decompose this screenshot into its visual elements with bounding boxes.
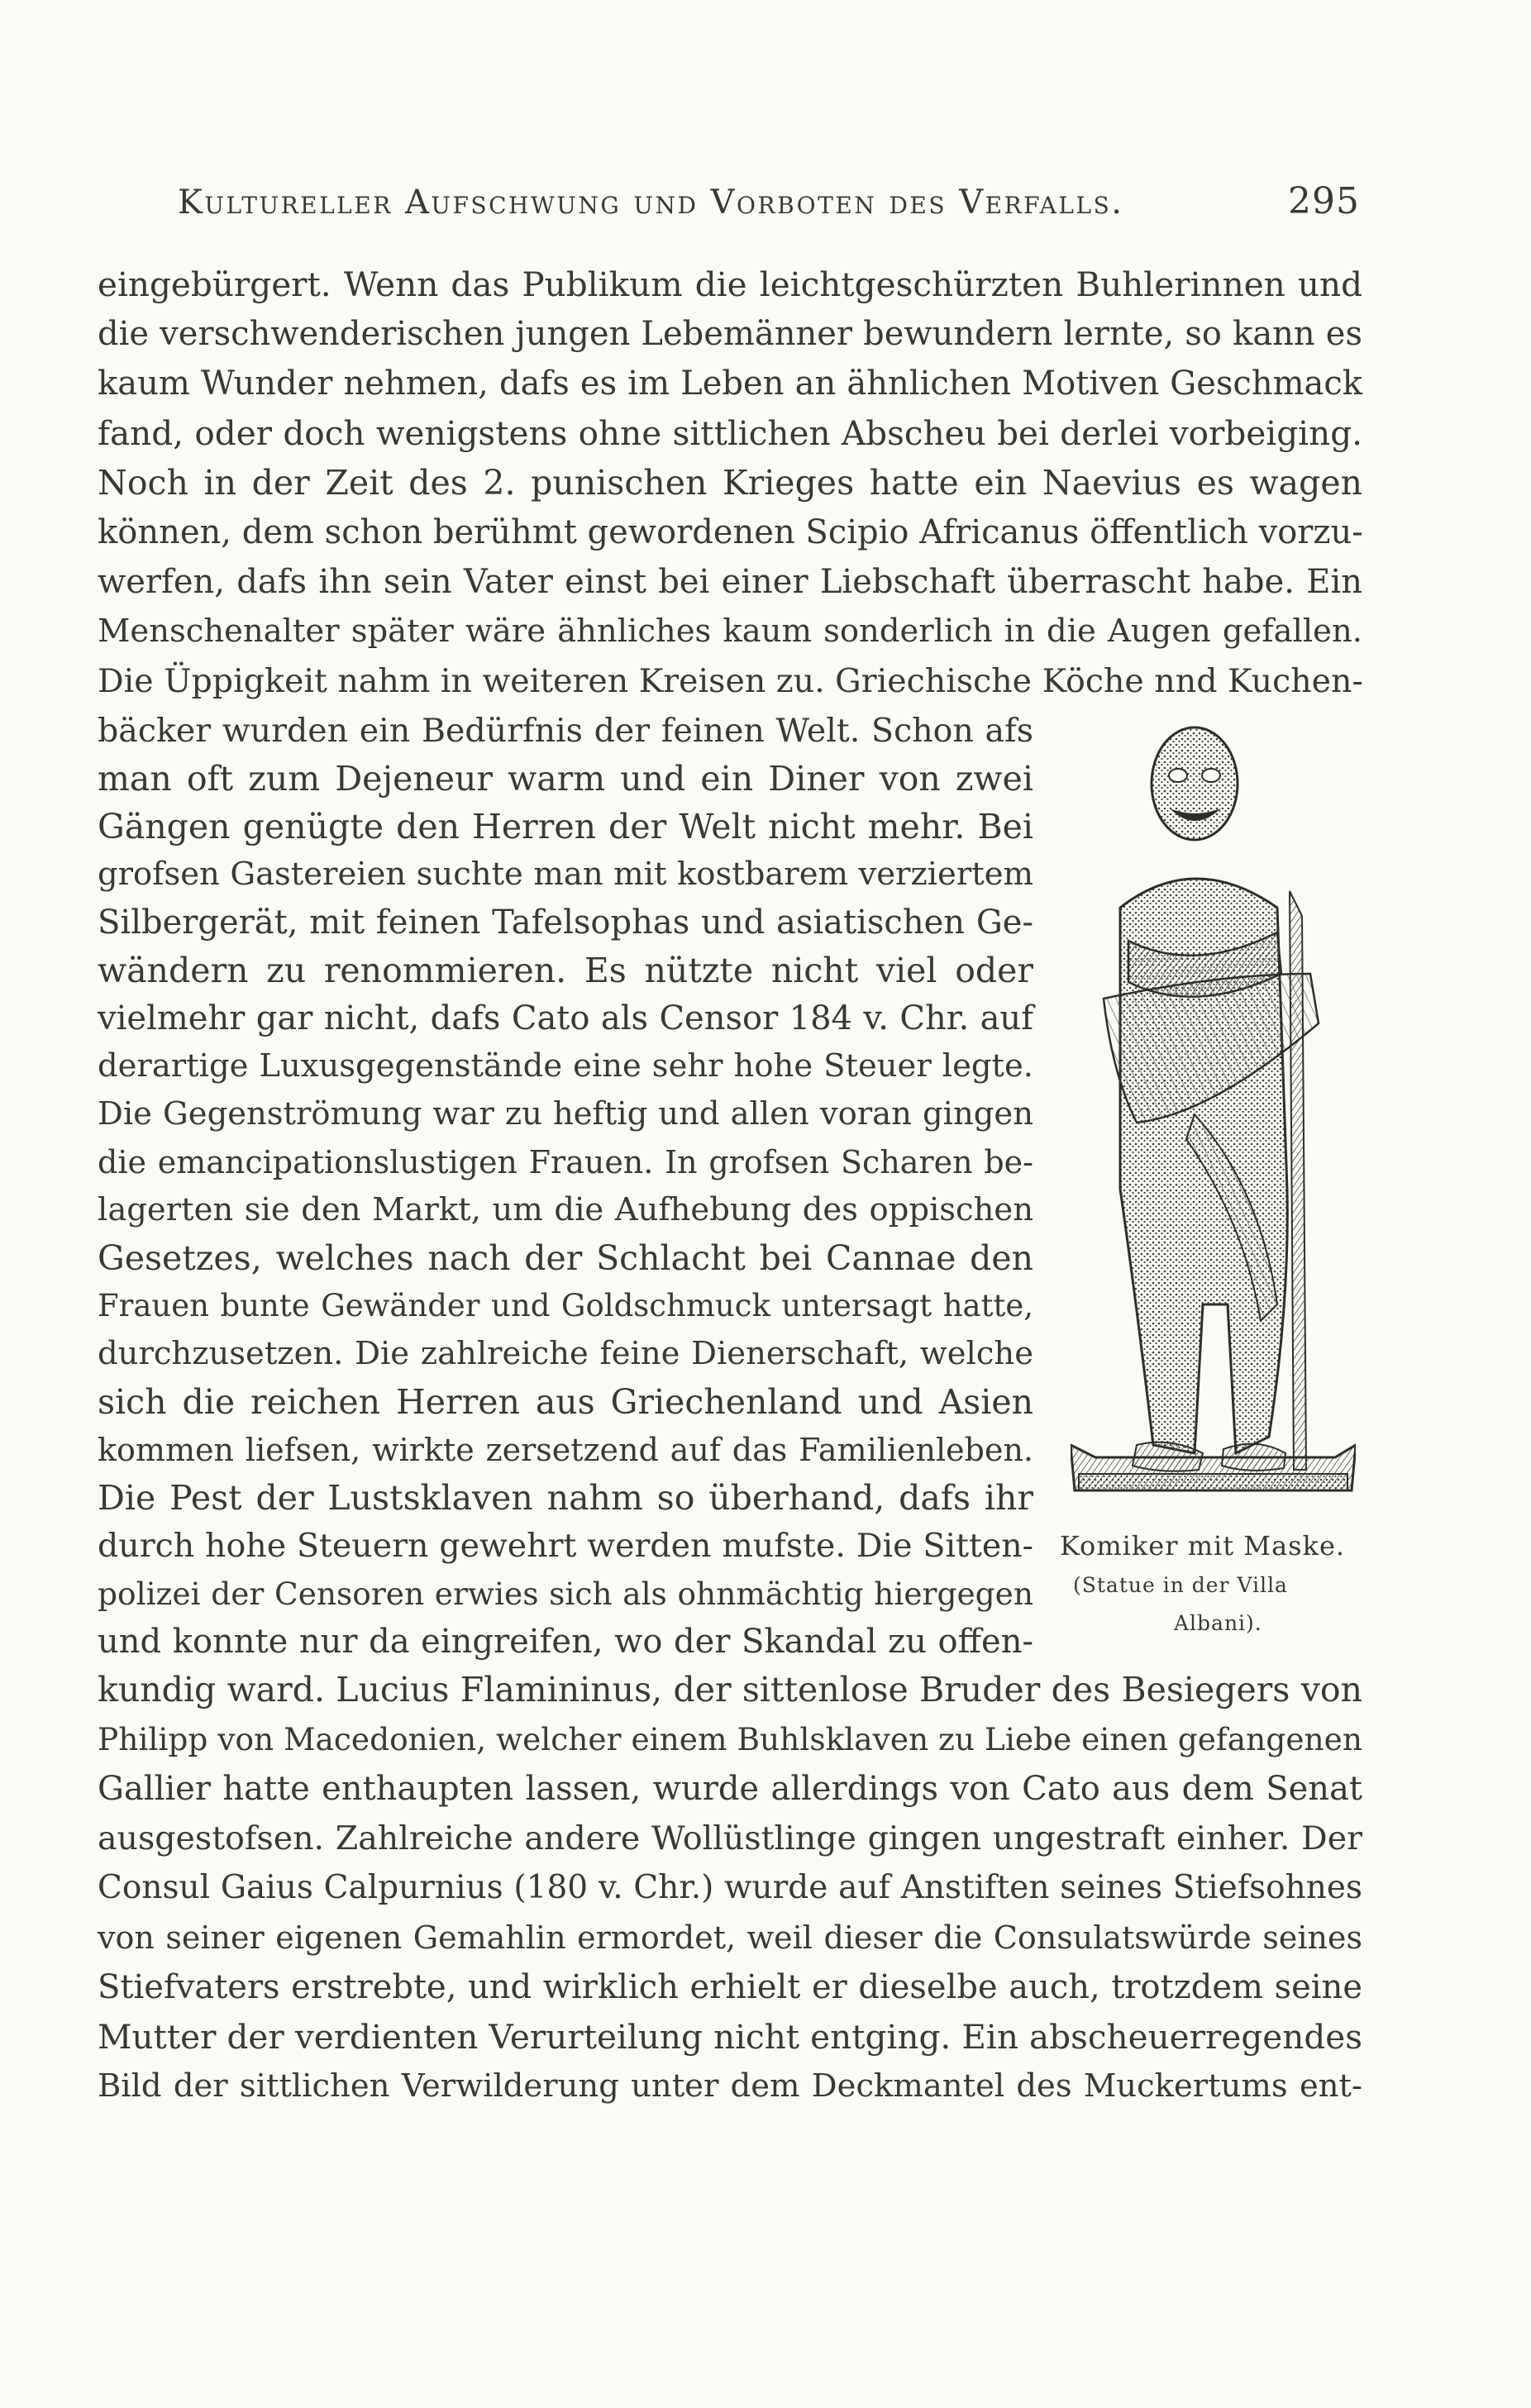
text-line: Frauen bunte Gewänder und Goldschmuck untersagt hatte, (98, 1288, 1033, 1323)
page-number: 295 (1288, 180, 1360, 222)
statue-illustration (1071, 726, 1356, 1569)
text-line: kundig ward. Lucius Flamininus, der sittenlose Bruder des Besiegers von (98, 1670, 1362, 1709)
text-line: Menschenalter später wäre ähnliches kaum sonderlich in die Augen gefallen. (98, 613, 1362, 650)
text-line: man oft zum Dejeneur warm und ein Diner von zwei (98, 759, 1033, 799)
running-header (178, 180, 1360, 233)
text-line: Mutter der verdienten Verurteilung nicht entging. Ein abscheuerregendes (98, 2017, 1362, 2057)
text-line: und konnte nur da eingreifen, wo der Skandal zu offen- (98, 1623, 1033, 1661)
text-line: Die Gegenströmung war zu heftig und allen voran gingen (98, 1095, 1033, 1132)
text-line: wändern zu renommieren. Es nützte nicht viel oder (98, 951, 1033, 990)
text-line: derartige Luxusgegenstände eine sehr hohe Steuer legte. (98, 1047, 1033, 1085)
text-line: Consul Gaius Calpurnius (180 v. Chr.) wurde auf Anstiften seines Stiefsohnes (98, 1869, 1362, 1906)
text-line: polizei der Censoren erwies sich als ohnmächtig hiergegen (98, 1576, 1033, 1612)
text-line: Stiefvaters erstrebte, und wirklich erhielt er dieselbe auch, trotzdem seine (98, 1968, 1362, 2006)
text-line: können, dem schon berühmt gewordenen Scipio Africanus öffentlich vorzu- (98, 513, 1363, 551)
text-line: Bild der sittlichen Verwilderung unter dem Deckmantel des Muckertums ent- (98, 2067, 1362, 2105)
text-line: Die Pest der Lustsklaven nahm so überhand, dafs ihr (98, 1478, 1033, 1518)
text-line: durch hohe Steuern gewehrt werden mufste. Die Sitten- (98, 1527, 1033, 1565)
figure-caption-title: Komiker mit Maske. (1060, 1530, 1346, 1562)
text-line: Noch in der Zeit des 2. punischen Krieges hatte ein Naevius es wagen (98, 463, 1362, 503)
text-line: Silbergerät, mit feinen Tafelsophas und asiatischen Ge- (98, 904, 1033, 942)
header-title: Kultureller Aufschwung und Vorboten des Verfalls. (178, 184, 1124, 222)
text-line: von seiner eigenen Gemahlin ermordet, weil dieser die Consulatswürde seines (98, 1919, 1362, 1956)
text-line: ausgestofsen. Zahlreiche andere Wollüstlinge gingen ungestraft einher. Der (98, 1819, 1362, 1857)
text-line: bäcker wurden ein Bedürfnis der feinen Welt. Schon afs (98, 712, 1033, 750)
text-line: Gallier hatte enthaupten lassen, wurde allerdings von Cato aus dem Senat (98, 1770, 1362, 1808)
text-line: Gängen genügte den Herren der Welt nicht mehr. Bei (98, 807, 1033, 846)
text-line: kaum Wunder nehmen, dafs es im Leben an ähnlichen Motiven Geschmack (98, 365, 1362, 403)
text-line: die verschwenderischen jungen Lebemänner bewundern lernte, so kann es (98, 315, 1362, 353)
text-line: eingebürgert. Wenn das Publikum die leichtgeschürzten Buhlerinnen und (98, 265, 1362, 304)
text-line: lagerten sie den Markt, um die Aufhebung des oppischen (98, 1191, 1033, 1228)
text-line: Die Üppigkeit nahm in weiteren Kreisen zu. Griechische Köche nnd Kuchen- (98, 662, 1363, 700)
text-line: durchzusetzen. Die zahlreiche feine Dienerschaft, welche (98, 1335, 1033, 1372)
text-line: kommen liefsen, wirkte zersetzend auf das Familienleben. (98, 1432, 1033, 1468)
text-line: vielmehr gar nicht, dafs Cato als Censor 184 v. Chr. auf (98, 999, 1033, 1037)
text-line: die emancipationslustigen Frauen. In grofsen Scharen be- (98, 1144, 1033, 1180)
text-line: fand, oder doch wenigstens ohne sittlichen Abscheu bei derlei vorbeiging. (98, 413, 1362, 453)
figure-caption-line: (Statue in der Villa (1073, 1573, 1288, 1597)
text-line: werfen, dafs ihn sein Vater einst bei einer Liebschaft überrascht habe. Ein (98, 563, 1362, 601)
text-line: sich die reichen Herren aus Griechenland und Asien (98, 1382, 1033, 1422)
text-line: Philipp von Macedonien, welcher einem Buhlsklaven zu Liebe einen gefangenen (98, 1721, 1363, 1757)
figure-caption-line: Albani). (1174, 1611, 1262, 1635)
text-line: grofsen Gastereien suchte man mit kostbarem verziertem (98, 856, 1033, 893)
text-line: Gesetzes, welches nach der Schlacht bei Cannae den (98, 1238, 1033, 1278)
